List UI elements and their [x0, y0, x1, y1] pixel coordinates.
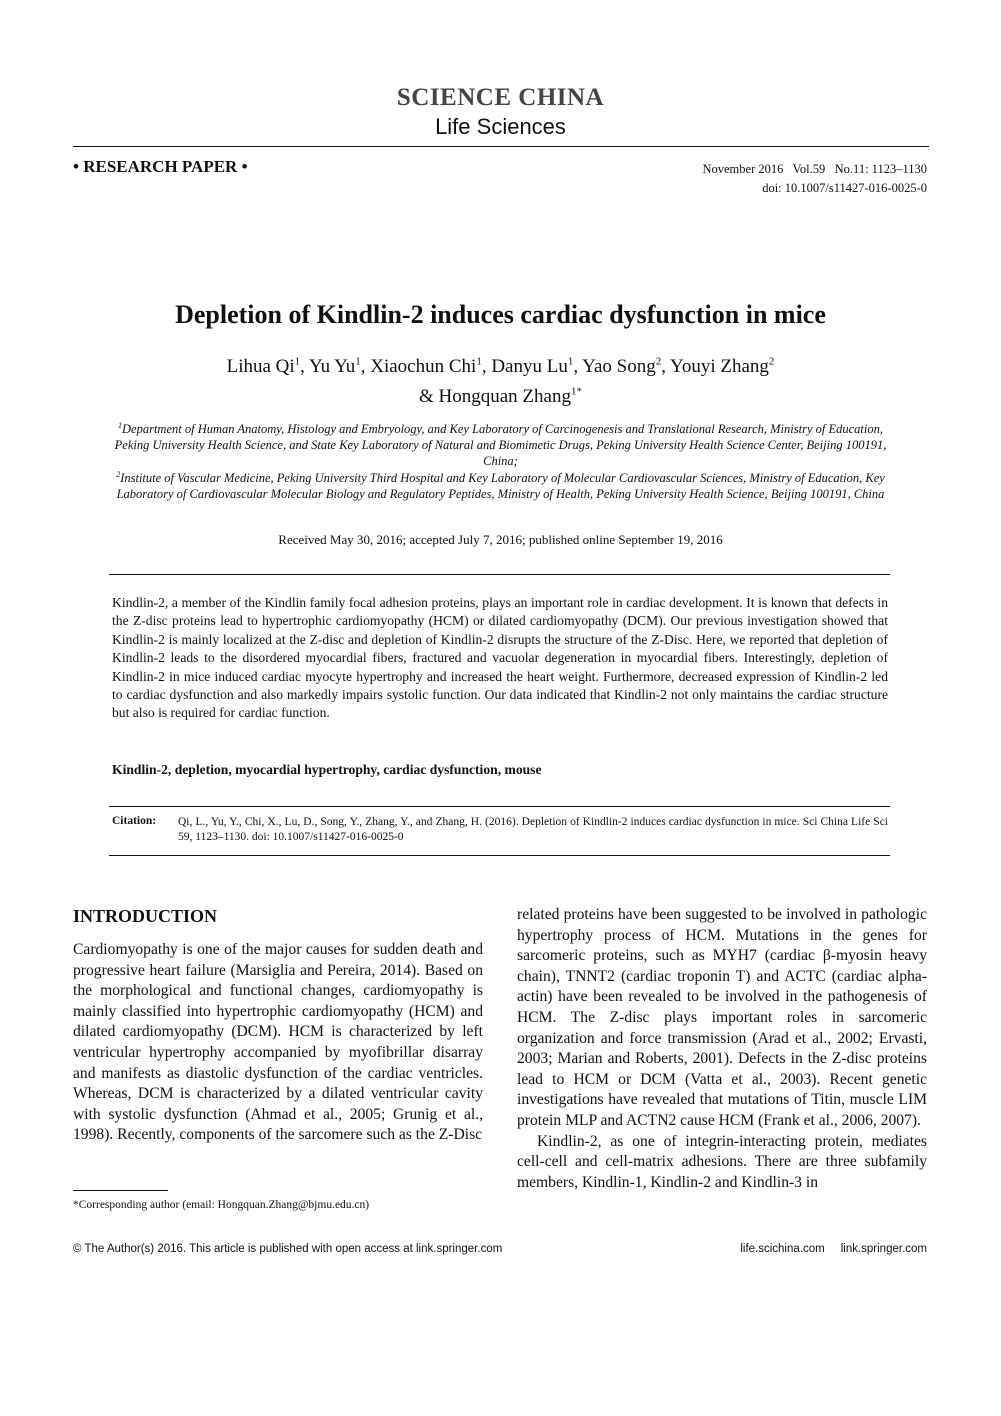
paragraph: related proteins have been suggested to be involved in pathologic hypertrophy process of HCM. Mutations in the genes for sarcomeric proteins, such as MYH7 (cardiac β-myosin heavy chain), TNNT2 (cardiac troponin T) and ACTC (cardiac alpha-actin) have been revealed to be involved in the pathogenesis of HCM. The Z-disc plays important roles in sarcomeric organization and force transmission (Arad et al., 2002; Ervasti, 2003; Marian and Roberts, 2001). Defects in the Z-disc proteins lead to HCM or DCM (Vatta et al., 2003). Recent genetic investigations have revealed that mutations of Titin, muscle LIM protein MLP and ACTN2 cause HCM (Frank et al., 2006, 2007).: [517, 906, 927, 1129]
citation-text: Qi, L., Yu, Y., Chi, X., Lu, D., Song, Y., Zhang, Y., and Zhang, H. (2016). Depletion of Kindlin-2 induces cardiac dysfunction in mice. Sci China Life Sci 59, 1123–1130. doi: 10.1007/s11427-016-0025-0: [178, 816, 888, 843]
abstract: Kindlin-2, a member of the Kindlin family focal adhesion proteins, plays an important role in cardiac development. It is known that defects in the Z-disc proteins lead to hypertrophic cardiomyopathy (HCM) or dilated cardiomyopathy (DCM). Our previous investigation showed that Kindlin-2 is mainly localized at the Z-disc and depletion of Kindlin-2 disrupts the structure of the Z-Disc. Here, we reported that depletion of Kindlin-2 leads to the disordered myocardial fibers, fractured and vacuolar degeneration in myocardial fibers. Interestingly, depletion of Kindlin-2 in mice induced cardiac myocyte hypertrophy and increased the heart weight. Furthermore, decreased expression of Kindlin-2 led to cardiac dysfunction and also markedly impairs systolic function. Our data indicated that Kindlin-2 not only maintains the cardiac structure but also is required for cardiac function.: [112, 595, 888, 721]
author: & Hongquan Zhang$^{1*}$: [419, 385, 582, 407]
section-heading: INTRODUCTION: [73, 906, 218, 926]
footer-link-scichina[interactable]: life.scichina.com: [740, 1243, 825, 1255]
keywords: Kindlin-2, depletion, myocardial hypertrophy, cardiac dysfunction, mouse: [112, 762, 542, 777]
author: Danyu Lu$^1$,: [491, 356, 583, 378]
header-rule: [73, 146, 929, 147]
author-list: [120, 350, 881, 409]
left-column: [73, 940, 483, 1146]
author: Youyi Zhang$^2$: [670, 356, 775, 378]
issue-info: [702, 160, 927, 198]
citation-rule-top: [109, 806, 890, 807]
received-dates: Received May 30, 2016; accepted July 7, 2016; published online September 19, 2016: [278, 532, 723, 547]
right-column: [517, 905, 927, 1193]
footer-link-springer[interactable]: link.springer.com: [840, 1243, 927, 1255]
author: Lihua Qi$^1$,: [226, 356, 309, 378]
issue-line: November 2016 Vol.59 No.11: 1123–1130: [702, 162, 927, 176]
author: Yao Song$^2$,: [582, 356, 671, 378]
footnote-rule: [73, 1190, 168, 1191]
paper-type: • RESEARCH PAPER •: [73, 157, 248, 176]
paragraph: Cardiomyopathy is one of the major causes for sudden death and progressive heart failure (Marsiglia and Pereira, 2014). Based on the morphological and functional changes, cardiomyopathy is mainly classified into hypertrophic cardiomyopathy (HCM) and dilated cardiomyopathy (DCM). HCM is characterized by left ventricular hypertrophy accompanied by myofibrillar disarray and manifests as diastolic dysfunction of the cardiac ventricles. Whereas, DCM is characterized by a dilated ventricular cavity with systolic dysfunction (Ahmad et al., 2005; Grunig et al., 1998). Recently, components of the sarcomere such as the Z-Disc: [73, 941, 483, 1144]
affiliation-1: $^1$Department of Human Anatomy, Histology and Embryology, and Key Laboratory of Carcinogenesis and Translational Research, Ministry of Education, Peking University Health Science, and State Key Laboratory of Natural and Biomimetic Drugs, Peking University Health Science Center, Beijing 100191, China;: [114, 421, 887, 469]
doi[interactable]: doi: 10.1007/s11427-016-0025-0: [762, 181, 927, 195]
license-notice: © The Author(s) 2016. This article is published with open access at link.springer.com: [73, 1243, 503, 1255]
abstract-rule: [109, 574, 890, 575]
footnote: *Corresponding author (email: Hongquan.Zhang@bjmu.edu.cn): [73, 1199, 370, 1211]
author: Yu Yu$^1$,: [308, 356, 371, 378]
affiliation-2: $^2$Institute of Vascular Medicine, Peking University Third Hospital and Key Laboratory of Molecular Cardiovascular Sciences, Ministry of Education, Key Laboratory of Cardiovascular Molecular Biology and Regulatory Peptides, Ministry of Health, Peking University Health Science, Beijing 100191, China: [116, 470, 885, 502]
citation-label: Citation:: [112, 815, 157, 827]
journal-title: SCIENCE CHINA: [396, 84, 605, 111]
paper-title: Depletion of Kindlin-2 induces cardiac dysfunction in mice: [175, 300, 826, 329]
paragraph: Kindlin-2, as one of integrin-interacting protein, mediates cell-cell and cell-matrix adhesions. There are three subfamily members, Kindlin-1, Kindlin-2 and Kindlin-3 in: [517, 1132, 927, 1191]
footer-links: [740, 1243, 927, 1255]
journal-subtitle: Life Sciences: [435, 114, 566, 139]
author: Xiaochun Chi$^1$,: [370, 356, 492, 378]
citation-rule-bottom: [109, 855, 890, 856]
